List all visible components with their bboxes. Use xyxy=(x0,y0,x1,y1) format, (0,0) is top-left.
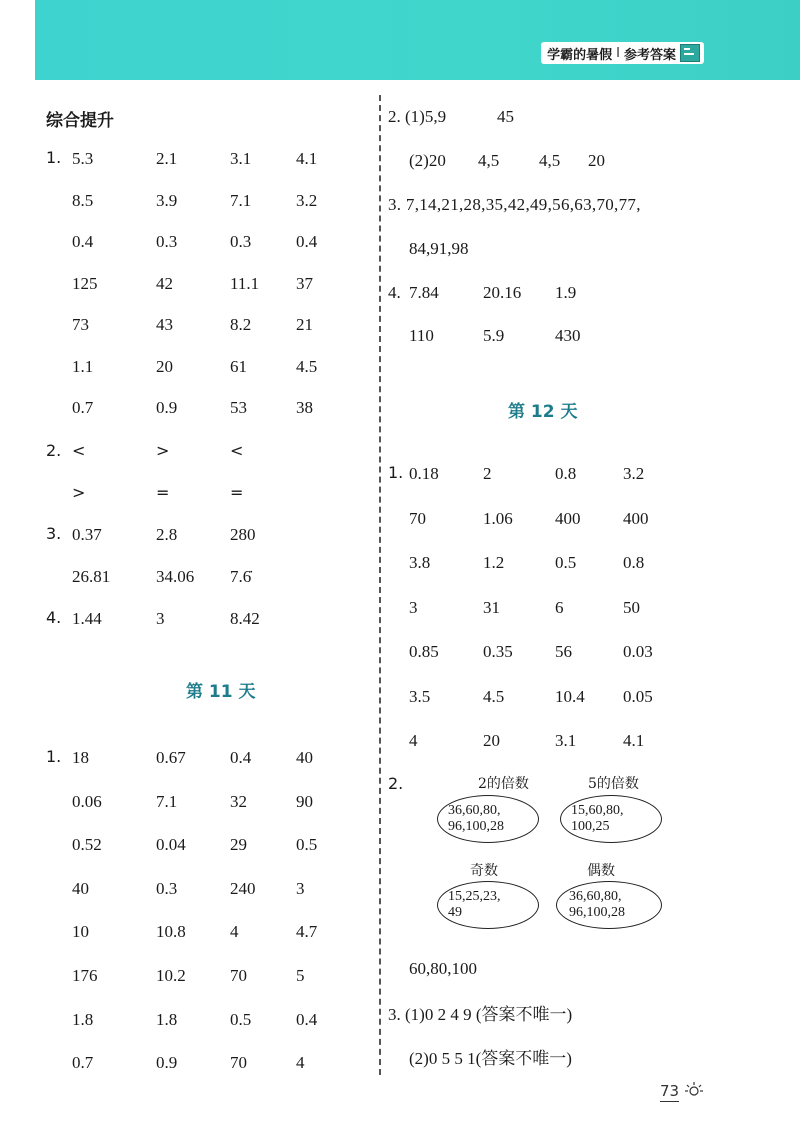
set-label-multiples-of-5: 5的倍数 xyxy=(588,776,639,792)
answer-cell: 0.5 xyxy=(555,553,577,572)
answer-cell: 400 xyxy=(623,508,649,528)
answer-cell: 3 xyxy=(156,609,165,628)
answer-cell: 0.3 xyxy=(230,232,252,251)
answer-cell: = xyxy=(230,482,244,502)
answer-cell: 0.7 xyxy=(72,1053,94,1073)
answer-cell: 70 xyxy=(230,966,247,985)
question-label: 4. xyxy=(46,608,62,627)
answer-cell: 0.35 xyxy=(483,642,513,661)
right-q3-line2: 84,91,98 xyxy=(409,239,469,258)
answer-cell: 20 xyxy=(156,356,173,376)
answer-cell: 11.1 xyxy=(230,273,260,293)
question-label: 1. xyxy=(388,463,404,482)
section-heading-comprehensive: 综合提升 xyxy=(46,111,114,131)
book-icon xyxy=(680,44,700,62)
set-label-even: 偶数 xyxy=(587,863,615,879)
answer-cell: 3 xyxy=(409,597,418,617)
right-q3-line2: (2)0 5 5 1(答案不唯一) xyxy=(409,1049,572,1068)
answer-cell: (2)20 xyxy=(409,151,446,170)
answer-cell: 4 xyxy=(296,1053,305,1073)
answer-cell: 34.06 xyxy=(156,566,195,586)
question-label: 2. xyxy=(46,441,62,460)
answer-cell: 4 xyxy=(409,731,418,750)
answer-cell: 20 xyxy=(483,731,500,750)
answer-cell: 26.81 xyxy=(72,566,111,586)
answer-cell: 32 xyxy=(230,791,247,811)
answer-cell: 3.9 xyxy=(156,190,178,210)
answer-cell: < xyxy=(230,441,244,460)
answer-cell: 0.06 xyxy=(72,791,102,811)
answer-cell: 4 xyxy=(230,922,239,942)
header-title: 学霸的暑假 xyxy=(547,47,613,63)
answer-cell: 7.6̇ xyxy=(230,566,252,586)
right-q2-line1: 2. (1)5,9 xyxy=(388,107,447,126)
answer-cell: 4,5 xyxy=(539,151,561,170)
answer-cell: < xyxy=(72,441,86,460)
answer-cell: 0.05 xyxy=(623,686,653,706)
answer-cell: 0.9 xyxy=(156,1053,178,1073)
day-12-title: 第 12 天 xyxy=(508,402,578,422)
answer-cell: 29 xyxy=(230,835,247,855)
answer-cell: 0.4 xyxy=(296,1009,318,1029)
answer-cell: 43 xyxy=(156,315,173,334)
answer-cell: 2.8 xyxy=(156,525,178,544)
right-q2-line1-b: 45 xyxy=(497,107,514,126)
sun-icon xyxy=(684,1080,704,1100)
set-ellipse-even xyxy=(556,881,662,929)
answer-cell: 0.5 xyxy=(230,1009,252,1029)
answer-cell: 4.1 xyxy=(296,149,318,168)
answer-cell: 1.9 xyxy=(555,283,577,302)
answer-cell: 18 xyxy=(72,748,89,767)
answer-cell: 10 xyxy=(72,922,89,942)
question-label: 2. xyxy=(388,774,404,793)
answer-cell: > xyxy=(72,482,86,502)
answer-cell: 37 xyxy=(296,273,313,293)
answer-cell: 40 xyxy=(72,878,89,898)
header-badge xyxy=(541,42,704,64)
answer-cell: 0.52 xyxy=(72,835,102,855)
column-divider xyxy=(379,95,381,1075)
answer-cell: 3.5 xyxy=(409,686,431,706)
answer-cell: 10.8 xyxy=(156,922,186,942)
answer-cell: 0.37 xyxy=(72,525,102,544)
header-bar xyxy=(35,0,800,80)
set-content: 15,25,23, 49 xyxy=(448,888,501,920)
answer-cell: 0.85 xyxy=(409,642,439,661)
answer-cell: 0.4 xyxy=(296,232,318,251)
answer-cell: 4.5 xyxy=(296,356,318,376)
answer-cell: 400 xyxy=(555,508,581,528)
answer-cell: 40 xyxy=(296,748,313,767)
answer-cell: 3.1 xyxy=(555,731,577,750)
answer-cell: 0.04 xyxy=(156,835,186,855)
answer-cell: 70 xyxy=(230,1053,247,1073)
answer-cell: 0.18 xyxy=(409,464,439,483)
answer-cell: 430 xyxy=(555,326,581,345)
answer-cell: 0.8 xyxy=(623,553,645,572)
answer-cell: 3 xyxy=(296,878,305,898)
answer-cell: 0.67 xyxy=(156,748,186,767)
answer-cell: 0.8 xyxy=(555,464,577,483)
question-label: 1. xyxy=(46,148,62,167)
set-ellipse-multiples-of-5 xyxy=(560,795,662,843)
answer-cell: 0.03 xyxy=(623,642,653,661)
answer-cell: 2 xyxy=(483,464,492,483)
answer-cell: 1.8 xyxy=(156,1009,178,1029)
answer-cell: 0.5 xyxy=(296,835,318,855)
answer-cell: 8.5 xyxy=(72,190,94,210)
answer-cell: 4.1 xyxy=(623,731,645,750)
answer-cell: 110 xyxy=(409,326,434,345)
right-q3-line1: 3. 7,14,21,28,35,42,49,56,63,70,77, xyxy=(388,195,641,214)
answer-cell: 176 xyxy=(72,966,98,985)
answer-cell: = xyxy=(156,482,170,502)
answer-cell: 0.3 xyxy=(156,878,178,898)
answer-cell: 3.1 xyxy=(230,149,252,168)
answer-cell: 61 xyxy=(230,356,247,376)
answer-cell: 0.3 xyxy=(156,232,178,251)
answer-cell: 1.1 xyxy=(72,356,94,376)
answer-cell: 0.7 xyxy=(72,398,94,417)
set-ellipse-odd xyxy=(437,881,539,929)
answer-cell: 6 xyxy=(555,597,564,617)
right-q2-answer: 60,80,100 xyxy=(409,959,477,978)
set-label-multiples-of-2: 2的倍数 xyxy=(478,776,529,792)
header-subtitle: 参考答案 xyxy=(623,47,676,63)
answer-cell: 73 xyxy=(72,315,89,334)
answer-cell: 1.06 xyxy=(483,508,513,528)
answer-cell: 2.1 xyxy=(156,149,178,168)
question-label: 3. xyxy=(46,524,62,543)
answer-cell: 5.3 xyxy=(72,149,94,168)
answer-cell: 4.7 xyxy=(296,922,318,942)
set-content: 15,60,80, 100,25 xyxy=(571,802,624,834)
answer-cell: 10.2 xyxy=(156,966,186,985)
answer-cell: 1.44 xyxy=(72,609,102,628)
answer-cell: 56 xyxy=(555,642,572,661)
answer-cell: 5 xyxy=(296,966,305,985)
set-ellipse-multiples-of-2 xyxy=(437,795,539,843)
answer-cell: 20.16 xyxy=(483,283,522,302)
answer-cell: 20 xyxy=(588,151,605,170)
answer-cell: 4,5 xyxy=(478,151,500,170)
question-label: 1. xyxy=(46,747,62,766)
page-number: 73 xyxy=(660,1082,680,1100)
day-11-title: 第 11 天 xyxy=(186,682,256,702)
answer-cell: 50 xyxy=(623,597,640,617)
answer-cell: 1.8 xyxy=(72,1009,94,1029)
answer-cell: 70 xyxy=(409,508,426,528)
answer-cell: > xyxy=(156,441,170,460)
question-label: 4. xyxy=(388,283,401,302)
answer-cell: 7.1 xyxy=(230,190,252,210)
answer-cell: 42 xyxy=(156,273,173,293)
answer-cell: 3.8 xyxy=(409,553,431,572)
answer-cell: 38 xyxy=(296,398,313,417)
set-label-odd: 奇数 xyxy=(470,863,498,879)
set-content: 36,60,80, 96,100,28 xyxy=(569,888,625,920)
answer-cell: 3.2 xyxy=(623,464,645,483)
answer-cell: 125 xyxy=(72,273,98,293)
answer-cell: 240 xyxy=(230,878,256,898)
answer-cell: 0.4 xyxy=(72,232,94,251)
answer-cell: 0.9 xyxy=(156,398,178,417)
answer-cell: 53 xyxy=(230,398,247,417)
answer-cell: 280 xyxy=(230,525,256,544)
answer-cell: 90 xyxy=(296,791,313,811)
answer-cell: 31 xyxy=(483,597,500,617)
answer-cell: 5.9 xyxy=(483,326,505,345)
answer-cell: 21 xyxy=(296,315,313,334)
answer-cell: 4.5 xyxy=(483,686,505,706)
answer-cell: 8.2 xyxy=(230,315,252,334)
answer-cell: 3.2 xyxy=(296,190,318,210)
set-content: 36,60,80, 96,100,28 xyxy=(448,802,504,834)
answer-cell: 10.4 xyxy=(555,686,585,706)
answer-cell: 8.42 xyxy=(230,609,260,628)
right-q3-line1: 3. (1)0 2 4 9 (答案不唯一) xyxy=(388,1005,573,1024)
answer-cell: 0.4 xyxy=(230,748,252,767)
answer-cell: 7.1 xyxy=(156,791,178,811)
header-separator: I xyxy=(616,45,620,61)
answer-cell: 7.84 xyxy=(409,283,439,302)
answer-cell: 1.2 xyxy=(483,553,505,572)
